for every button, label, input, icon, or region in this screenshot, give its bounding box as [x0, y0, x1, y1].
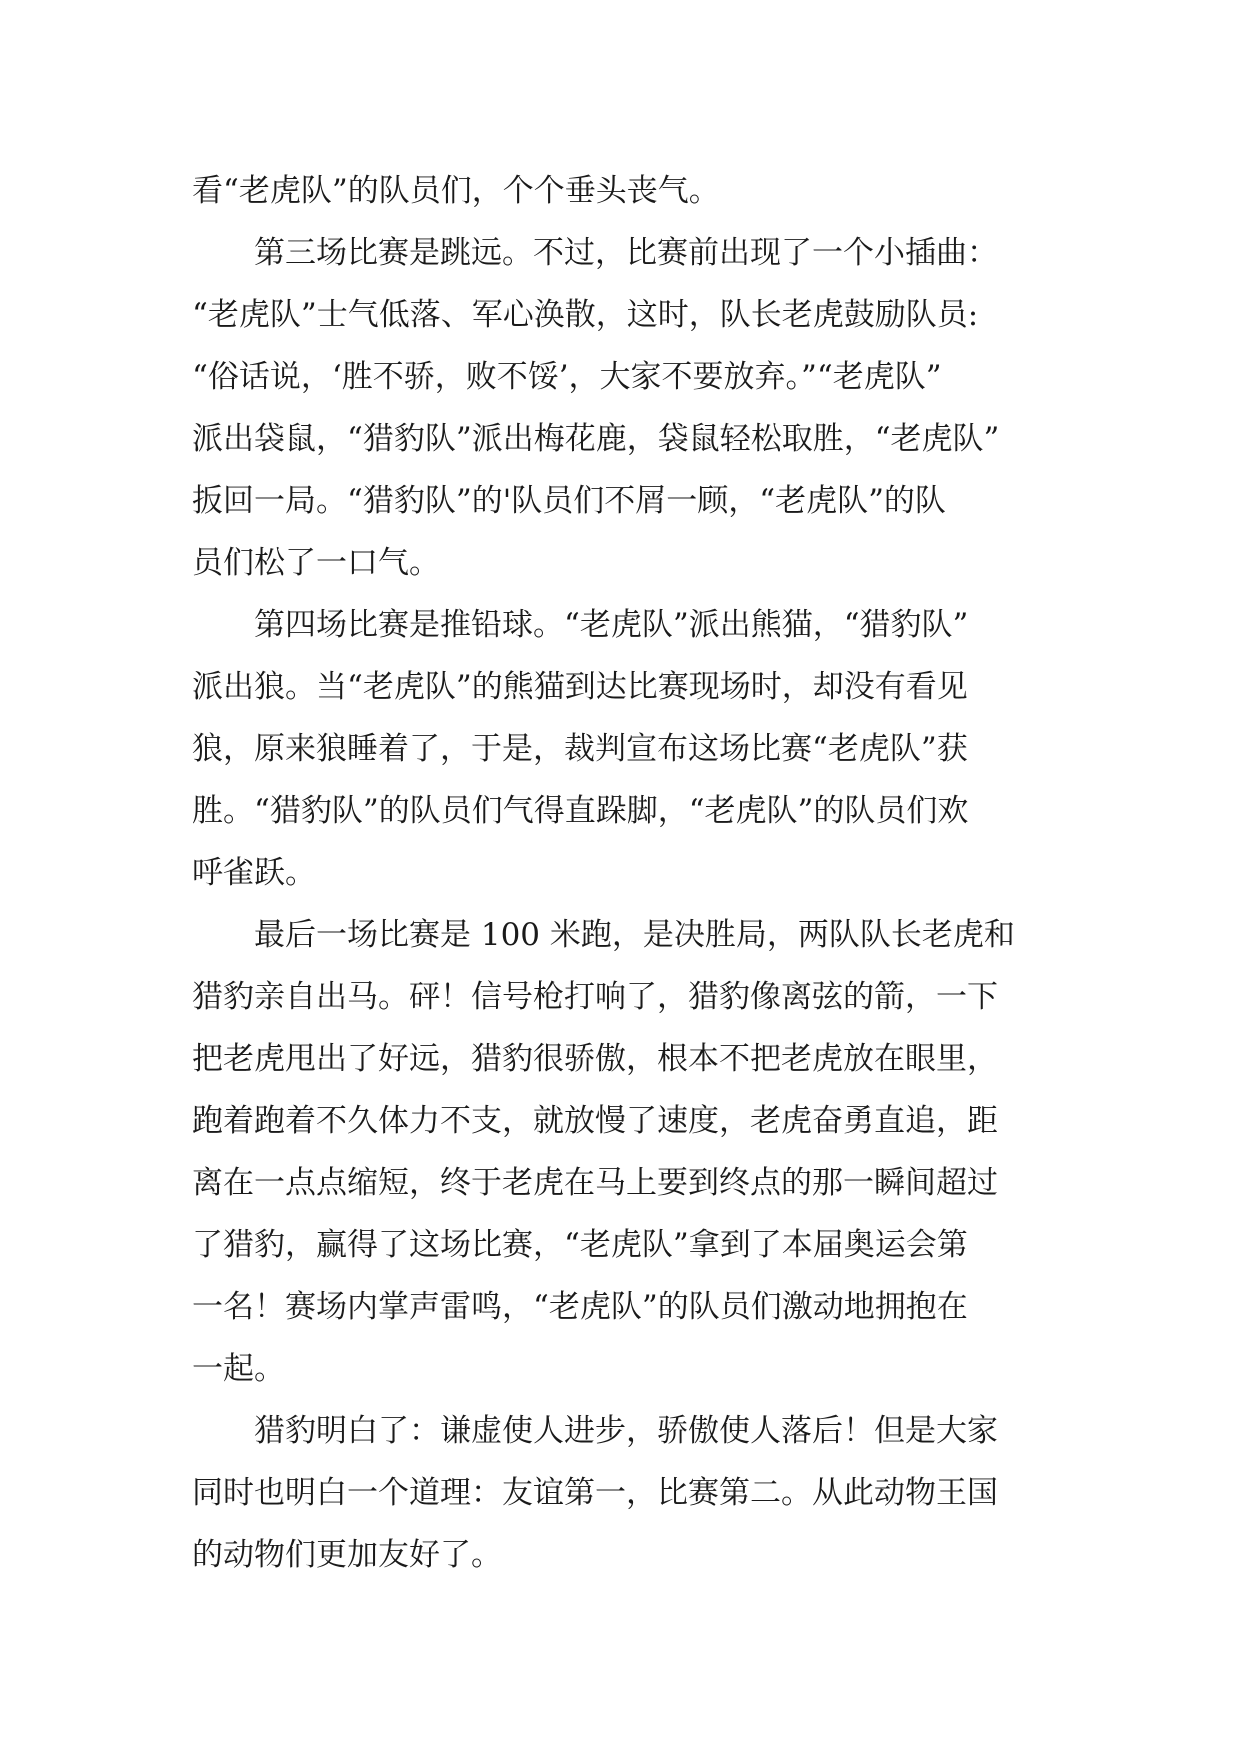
- text-line: 把老虎甩出了好远，猎豹很骄傲，根本不把老虎放在眼里，: [192, 1041, 998, 1077]
- text-line: 了猎豹，赢得了这场比赛，“老虎队”拿到了本届奥运会第: [192, 1227, 968, 1263]
- text-line: 猎豹亲自出马。砰！信号枪打响了，猎豹像离弦的箭，一下: [192, 979, 998, 1015]
- text-line: 胜。“猎豹队”的队员们气得直跺脚，“老虎队”的队员们欢: [192, 793, 969, 829]
- text-line: 狼，原来狼睡着了，于是，裁判宣布这场比赛“老虎队”获: [192, 731, 968, 767]
- text-line: 看“老虎队”的队员们，个个垂头丧气。: [192, 173, 720, 209]
- text-line: 离在一点点缩短，终于老虎在马上要到终点的那一瞬间超过: [192, 1165, 998, 1201]
- text-line: 呼雀跃。: [192, 855, 316, 891]
- paragraph: [192, 904, 1072, 1400]
- text-line: 的动物们更加友好了。: [192, 1537, 502, 1573]
- text-line: 第三场比赛是跳远。不过，比赛前出现了一个小插曲：: [254, 235, 998, 271]
- text-line: 跑着跑着不久体力不支，就放慢了速度，老虎奋勇直追，距: [192, 1103, 998, 1139]
- text-line: “俗话说，‘胜不骄，败不馁’，大家不要放弃。”“老虎队”: [192, 359, 942, 395]
- text-line: 派出狼。当“老虎队”的熊猫到达比赛现场时，却没有看见: [192, 669, 968, 705]
- text-line: 第四场比赛是推铅球。“老虎队”派出熊猫，“猎豹队”: [254, 607, 969, 643]
- text-line: 最后一场比赛是 100 米跑，是决胜局，两队队长老虎和: [254, 917, 1015, 953]
- paragraph: [192, 1400, 1072, 1586]
- document-body: [192, 160, 1072, 1586]
- text-line: 员们松了一口气。: [192, 545, 440, 581]
- text-line: “老虎队”士气低落、军心涣散，这时，队长老虎鼓励队员:: [192, 297, 979, 333]
- paragraph: [192, 222, 1072, 594]
- text-line: 一名！赛场内掌声雷鸣，“老虎队”的队员们激动地拥抱在: [192, 1289, 968, 1325]
- text-line: 扳回一局。“猎豹队”的'队员们不屑一顾，“老虎队”的队: [192, 483, 946, 519]
- paragraph: [192, 160, 1072, 222]
- paragraph: [192, 594, 1072, 904]
- text-line: 一起。: [192, 1351, 285, 1387]
- text-line: 同时也明白一个道理：友谊第一，比赛第二。从此动物王国: [192, 1475, 998, 1511]
- text-line: 猎豹明白了：谦虚使人进步，骄傲使人落后！但是大家: [254, 1413, 998, 1449]
- text-line: 派出袋鼠，“猎豹队”派出梅花鹿，袋鼠轻松取胜，“老虎队”: [192, 421, 1000, 457]
